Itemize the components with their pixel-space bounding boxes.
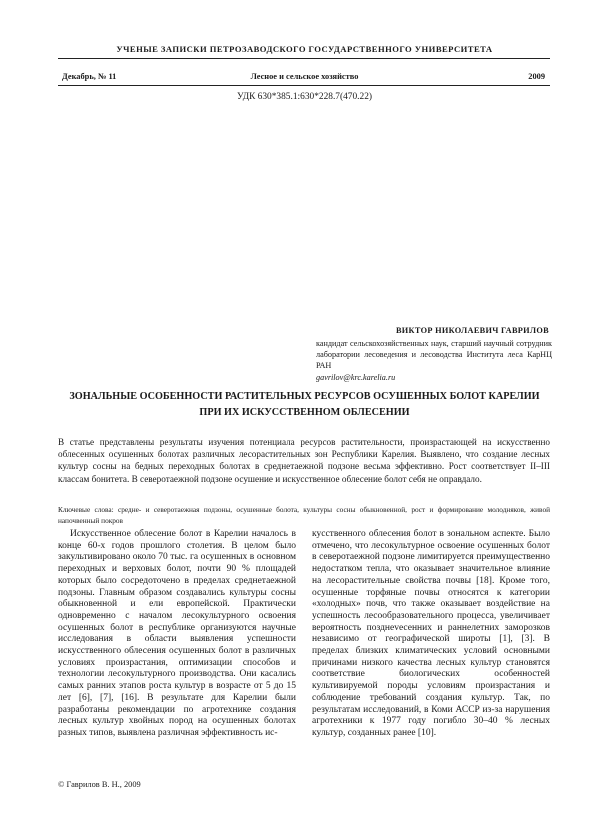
author-email: gavrilov@krc.karelia.ru [316, 372, 396, 382]
affiliation-text: кандидат сельскохозяйственных наук, старший научный сотрудник лаборатории лесоведения и лесоводства Института леса КарНЦ РАН [316, 339, 552, 371]
title-line-1: ЗОНАЛЬНЫЕ ОСОБЕННОСТИ РАСТИТЕЛЬНЫХ РЕСУРСОВ ОСУШЕННЫХ БОЛОТ КАРЕЛИИ [69, 391, 540, 402]
header-rule-top [58, 58, 550, 59]
keywords: Ключевые слова: средне- и северотаежная подзоны, осушенные болота, культуры сосны обыкновенной, рост и формирование молодняков, живой напочвенный покров [58, 505, 550, 525]
body-column-right: кусственного облесения болот в зональном аспекте. Было отмечено, что лесокультурное освоение осушенных болот в северотаежной подзоне лимитируется преимущественно недостатком тепла, что оказывает значительное влияние на лесорастительные свойства почвы [18]. Кроме того, осушенные торфяные почвы относятся к категории «холодных» почв, что также оказывает воздействие на успешность лесообразовательного процесса, увеличивает вероятность позднevесенних и раннелетних заморозков независимо от географической широты [1], [3]. В пределах близких климатических условий основными причинами низкого качества лесных культур становятся соответствие биологических особенностей культивируемой породы условиям произрастания и соблюдение требований создания культур. Так, по результатам исследований, в Коми АССР из-за нарушения агротехники к 1977 году погибло 30–40 % лесных культур, созданных ранее [10]. [312, 529, 550, 738]
year-label: 2009 [528, 72, 545, 81]
section-label: Лесное и сельское хозяйство [250, 72, 359, 81]
body-column-left: Искусственное облесение болот в Карелии началось в конце 60-х годов прошлого столетия. В целом было закультивировано около 70 тыс. га осушенных в основном переходных и верховых болот, почти 90 % площадей которых было сосредоточено в пределах среднетаежной подзоны. Главным образом создавались культуры сосны обыкновенной и ели европейской. Практически одновременно с началом лесокультурного освоения осушенных болот в республике организуются научные исследования в области выявления успешности искусственного облесения осушенных болот в различных условиях произрастания, оптимизации способов и технологии лесокультурного производства. Они касались самых ранних этапов роста культур в возрасте от 5 до 15 лет [6], [7], [16]. В результате для Карелии были разработаны рекомендации по агротехнике создания лесных культур хвойных пород на осушенных болотах разных типов, выявлена различная эффективность ис- [58, 529, 296, 738]
title-line-2: ПРИ ИХ ИСКУССТВЕННОМ ОБЛЕСЕНИИ [199, 407, 410, 418]
article-title [40, 389, 569, 421]
author-name: ВИКТОР НИКОЛАЕВИЧ ГАВРИЛОВ [395, 326, 549, 335]
author-affiliation [316, 338, 552, 383]
header-rule-bottom [58, 85, 550, 86]
issue-label: Декабрь, № 11 [62, 72, 117, 81]
abstract: В статье представлены результаты изучения потенциала ресурсов растительности, произрастающей на искусственно облесенных осушенных болотах различных лесорастительных зон Республики Карелия. Выявлено, что создание лесных культур сосны на бедных переходных болотах в среднетаежной подзоне весьма эффективно. Рост соответствует II–III классам бонитета. В северотаежной подзоне осушение и искусственное облесение болот себя не оправдало. [58, 437, 550, 484]
journal-title: УЧЕНЫЕ ЗАПИСКИ ПЕТРОЗАВОДСКОГО ГОСУДАРСТВЕННОГО УНИВЕРСИТЕТА [116, 44, 493, 54]
udc-code: УДК 630*385.1:630*228.7(470.22) [237, 92, 372, 102]
copyright: © Гаврилов В. Н., 2009 [58, 780, 141, 789]
